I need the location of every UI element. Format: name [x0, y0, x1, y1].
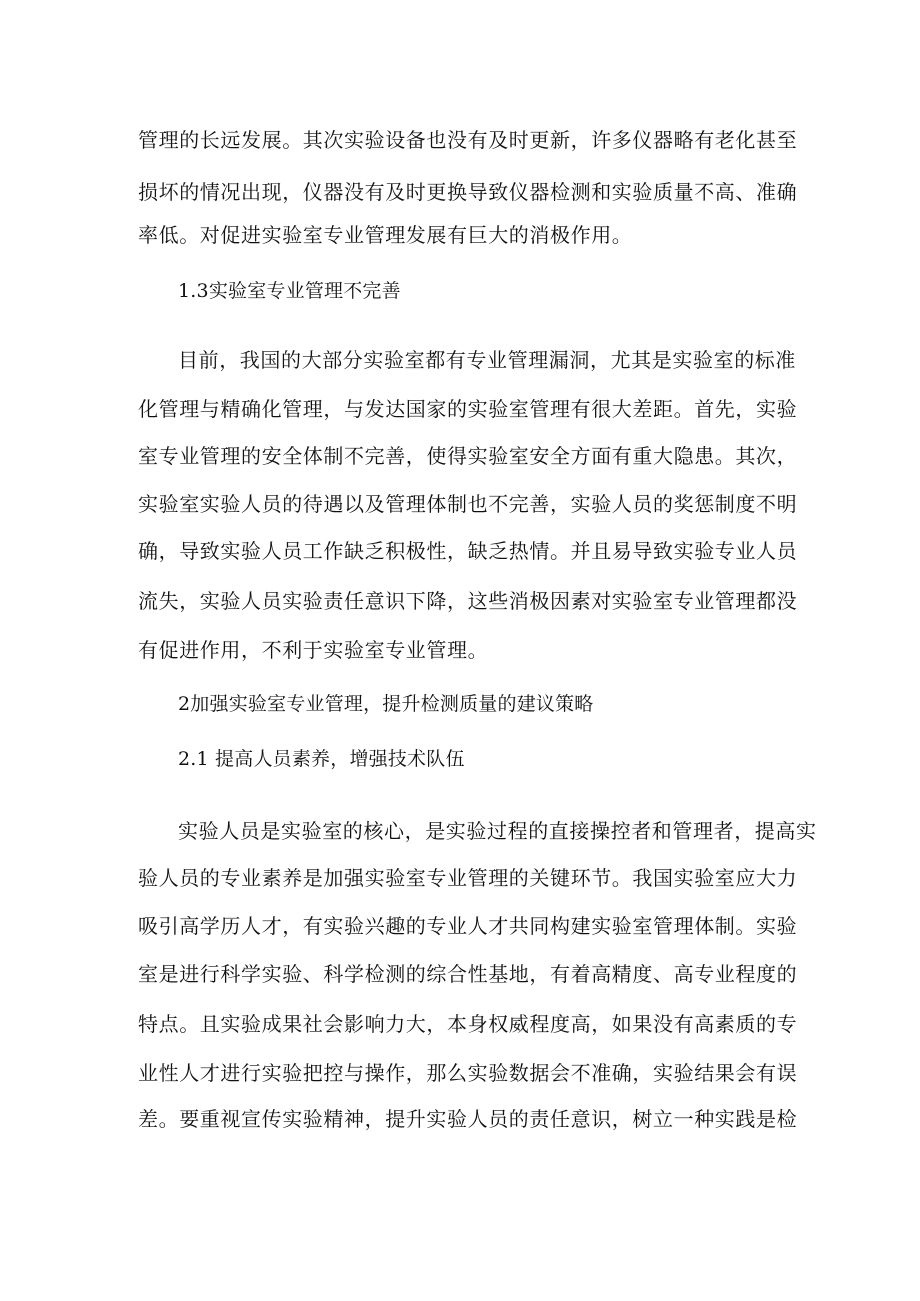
paragraph-line: 特点。且实验成果社会影响力大，本身权威程度高，如果没有高素质的专	[138, 1012, 798, 1036]
paragraph-line: 验人员的专业素养是加强实验室专业管理的关键环节。我国实验室应大力	[138, 866, 798, 890]
section-heading-2-1: 2.1 提高人员素养，增强技术队伍	[178, 748, 465, 770]
paragraph-line: 有促进作用，不利于实验室专业管理。	[138, 638, 489, 662]
paragraph-line: 化管理与精确化管理，与发达国家的实验室管理有很大差距。首先，实验	[138, 397, 798, 421]
paragraph-line: 目前，我国的大部分实验室都有专业管理漏洞，尤其是实验室的标准	[178, 348, 796, 372]
paragraph-line: 确，导致实验人员工作缺乏积极性，缺乏热情。并且易导致实验专业人员	[138, 539, 798, 563]
paragraph-line: 实验室实验人员的待遇以及管理体制也不完善，实验人员的奖惩制度不明	[138, 492, 798, 516]
paragraph-line: 室专业管理的安全体制不完善，使得实验室安全方面有重大隐患。其次，	[138, 444, 798, 468]
paragraph-line: 损坏的情况出现，仪器没有及时更换导致仪器检测和实验质量不高、准确	[138, 180, 798, 204]
paragraph-line: 室是进行科学实验、科学检测的综合性基地，有着高精度、高专业程度的	[138, 962, 798, 986]
section-heading-2: 2加强实验室专业管理，提升检测质量的建议策略	[178, 693, 594, 715]
paragraph-line: 吸引高学历人才，有实验兴趣的专业人才共同构建实验室管理体制。实验	[138, 914, 798, 938]
paragraph-line: 差。要重视宣传实验精神，提升实验人员的责任意识，树立一种实践是检	[138, 1107, 798, 1131]
paragraph-line: 率低。对促进实验室专业管理发展有巨大的消极作用。	[138, 223, 633, 247]
paragraph-line: 业性人才进行实验把控与操作，那么实验数据会不准确，实验结果会有误	[138, 1061, 798, 1085]
paragraph-line: 实验人员是实验室的核心，是实验过程的直接操控者和管理者，提高实	[178, 819, 817, 843]
paragraph-line: 流失，实验人员实验责任意识下降，这些消极因素对实验室专业管理都没	[138, 589, 798, 613]
paragraph-line: 管理的长远发展。其次实验设备也没有及时更新，许多仪器略有老化甚至	[138, 128, 798, 152]
section-heading-1-3: 1.3实验室专业管理不完善	[178, 280, 401, 302]
